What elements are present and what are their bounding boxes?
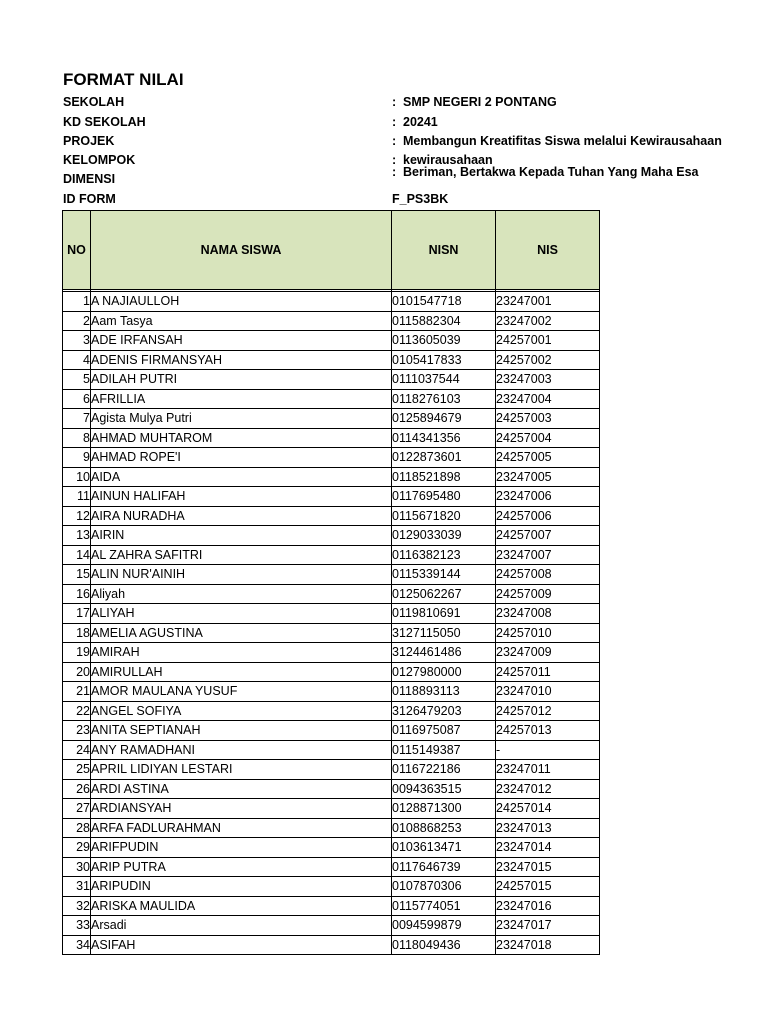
cell-no: 7	[63, 409, 91, 429]
cell-nisn: 0105417833	[392, 350, 496, 370]
cell-nis: 23247002	[496, 311, 600, 331]
cell-name: ADILAH PUTRI	[91, 370, 392, 390]
cell-nis: 23247010	[496, 682, 600, 702]
info-value: 20241	[403, 115, 438, 129]
cell-name: ARDIANSYAH	[91, 799, 392, 819]
cell-name: AMIRULLAH	[91, 662, 392, 682]
cell-no: 1	[63, 292, 91, 312]
cell-nis: 23247015	[496, 857, 600, 877]
table-row	[63, 311, 600, 331]
cell-nis: 23247007	[496, 545, 600, 565]
cell-no: 20	[63, 662, 91, 682]
cell-name: AMELIA AGUSTINA	[91, 623, 392, 643]
info-colon: :	[392, 95, 397, 109]
cell-name: ALIYAH	[91, 604, 392, 624]
cell-nis: 23247017	[496, 916, 600, 936]
table-row	[63, 623, 600, 643]
info-label: DIMENSI	[63, 172, 116, 186]
cell-no: 6	[63, 389, 91, 409]
cell-name: ARIP PUTRA	[91, 857, 392, 877]
cell-nis: 23247003	[496, 370, 600, 390]
cell-nisn: 0094599879	[392, 916, 496, 936]
info-row-sekolah	[0, 93, 768, 112]
cell-name: AIDA	[91, 467, 392, 487]
cell-nis: 23247012	[496, 779, 600, 799]
cell-no: 4	[63, 350, 91, 370]
cell-nis: 24257003	[496, 409, 600, 429]
cell-no: 24	[63, 740, 91, 760]
cell-nisn: 0122873601	[392, 448, 496, 468]
cell-nis: 24257011	[496, 662, 600, 682]
table-row	[63, 448, 600, 468]
cell-nisn: 0125062267	[392, 584, 496, 604]
cell-name: ANGEL SOFIYA	[91, 701, 392, 721]
cell-name: AIRIN	[91, 526, 392, 546]
cell-no: 5	[63, 370, 91, 390]
cell-nis: 24257001	[496, 331, 600, 351]
cell-no: 11	[63, 487, 91, 507]
cell-name: AHMAD MUHTAROM	[91, 428, 392, 448]
table-row	[63, 409, 600, 429]
cell-nis: 24257002	[496, 350, 600, 370]
cell-nis: 23247005	[496, 467, 600, 487]
table-row	[63, 779, 600, 799]
cell-no: 12	[63, 506, 91, 526]
cell-nis: 24257009	[496, 584, 600, 604]
info-value: F_PS3BK	[392, 192, 449, 206]
info-label: SEKOLAH	[63, 95, 125, 109]
cell-nisn: 0118521898	[392, 467, 496, 487]
info-value: kewirausahaan	[403, 153, 493, 167]
cell-no: 27	[63, 799, 91, 819]
info-label: KELOMPOK	[63, 153, 136, 167]
table-body	[63, 290, 600, 955]
cell-nis: 24257010	[496, 623, 600, 643]
cell-nis: 23247006	[496, 487, 600, 507]
cell-no: 16	[63, 584, 91, 604]
info-value: Beriman, Bertakwa Kepada Tuhan Yang Maha Esa	[403, 165, 699, 179]
info-colon: :	[392, 165, 397, 179]
header-nis: NIS	[496, 211, 600, 290]
cell-nisn: 0129033039	[392, 526, 496, 546]
cell-name: AMOR MAULANA YUSUF	[91, 682, 392, 702]
cell-name: ALIN NUR'AINIH	[91, 565, 392, 585]
cell-name: ANITA SEPTIANAH	[91, 721, 392, 741]
info-label: ID FORM	[63, 192, 116, 206]
cell-nis: 24257007	[496, 526, 600, 546]
cell-nisn: 0115774051	[392, 896, 496, 916]
cell-name: ARIFPUDIN	[91, 838, 392, 858]
cell-no: 25	[63, 760, 91, 780]
cell-nisn: 0116382123	[392, 545, 496, 565]
info-colon: :	[392, 134, 397, 148]
header-no: NO	[63, 211, 91, 290]
cell-name: AINUN HALIFAH	[91, 487, 392, 507]
cell-no: 30	[63, 857, 91, 877]
cell-nisn: 0115149387	[392, 740, 496, 760]
cell-nisn: 0117646739	[392, 857, 496, 877]
info-value: Membangun Kreatifitas Siswa melalui Kewirausahaan	[403, 134, 722, 148]
cell-nisn: 0116975087	[392, 721, 496, 741]
cell-name: ARIPUDIN	[91, 877, 392, 897]
cell-no: 14	[63, 545, 91, 565]
table-row	[63, 526, 600, 546]
cell-nisn: 0117695480	[392, 487, 496, 507]
info-label: PROJEK	[63, 134, 115, 148]
cell-nisn: 0108868253	[392, 818, 496, 838]
cell-name: ARISKA MAULIDA	[91, 896, 392, 916]
cell-nisn: 3124461486	[392, 643, 496, 663]
cell-no: 17	[63, 604, 91, 624]
cell-nisn: 0127980000	[392, 662, 496, 682]
cell-nisn: 0094363515	[392, 779, 496, 799]
cell-name: ARDI ASTINA	[91, 779, 392, 799]
table-row	[63, 467, 600, 487]
cell-name: Aliyah	[91, 584, 392, 604]
info-colon: :	[392, 153, 397, 167]
info-row-id-form	[0, 190, 768, 209]
cell-nis: 23247018	[496, 935, 600, 955]
cell-name: Aam Tasya	[91, 311, 392, 331]
table-row	[63, 682, 600, 702]
info-label: KD SEKOLAH	[63, 115, 146, 129]
table-row	[63, 565, 600, 585]
table-row	[63, 370, 600, 390]
cell-name: Agista Mulya Putri	[91, 409, 392, 429]
cell-name: APRIL LIDIYAN LESTARI	[91, 760, 392, 780]
cell-nisn: 0128871300	[392, 799, 496, 819]
cell-nis: 24257015	[496, 877, 600, 897]
table-row	[63, 428, 600, 448]
cell-nisn: 0103613471	[392, 838, 496, 858]
cell-no: 33	[63, 916, 91, 936]
table-row	[63, 896, 600, 916]
table-row	[63, 350, 600, 370]
student-table	[62, 210, 600, 955]
cell-name: ANY RAMADHANI	[91, 740, 392, 760]
table-row	[63, 487, 600, 507]
table-row	[63, 838, 600, 858]
cell-nis: 24257013	[496, 721, 600, 741]
table-row	[63, 643, 600, 663]
cell-name: AMIRAH	[91, 643, 392, 663]
cell-name: A NAJIAULLOH	[91, 292, 392, 312]
cell-no: 23	[63, 721, 91, 741]
table-row	[63, 604, 600, 624]
cell-name: AL ZAHRA SAFITRI	[91, 545, 392, 565]
cell-nisn: 0115882304	[392, 311, 496, 331]
table-row	[63, 760, 600, 780]
table-row	[63, 584, 600, 604]
cell-no: 2	[63, 311, 91, 331]
header-nisn: NISN	[392, 211, 496, 290]
info-row-kd-sekolah	[0, 113, 768, 132]
form-title: FORMAT NILAI	[63, 70, 184, 89]
info-colon: :	[392, 115, 397, 129]
cell-nisn: 3127115050	[392, 623, 496, 643]
cell-nisn: 0114341356	[392, 428, 496, 448]
cell-no: 26	[63, 779, 91, 799]
cell-name: ADE IRFANSAH	[91, 331, 392, 351]
cell-name: AIRA NURADHA	[91, 506, 392, 526]
cell-no: 18	[63, 623, 91, 643]
cell-name: Arsadi	[91, 916, 392, 936]
table-row	[63, 916, 600, 936]
cell-nisn: 0119810691	[392, 604, 496, 624]
cell-no: 28	[63, 818, 91, 838]
cell-no: 34	[63, 935, 91, 955]
header-name: NAMA SISWA	[91, 211, 392, 290]
cell-nis: 23247011	[496, 760, 600, 780]
cell-nisn: 0125894679	[392, 409, 496, 429]
table-row	[63, 740, 600, 760]
table-row	[63, 545, 600, 565]
info-row-dimensi	[0, 165, 768, 189]
table-row	[63, 818, 600, 838]
info-row-projek	[0, 132, 768, 151]
cell-nisn: 0113605039	[392, 331, 496, 351]
cell-no: 13	[63, 526, 91, 546]
cell-nis: 23247004	[496, 389, 600, 409]
cell-no: 8	[63, 428, 91, 448]
cell-nisn: 0115339144	[392, 565, 496, 585]
cell-nisn: 0107870306	[392, 877, 496, 897]
cell-nis: 23247016	[496, 896, 600, 916]
table-row	[63, 701, 600, 721]
cell-no: 32	[63, 896, 91, 916]
table-row	[63, 506, 600, 526]
cell-no: 10	[63, 467, 91, 487]
cell-no: 9	[63, 448, 91, 468]
cell-nisn: 0118893113	[392, 682, 496, 702]
cell-nisn: 0111037544	[392, 370, 496, 390]
table-row	[63, 877, 600, 897]
cell-name: ASIFAH	[91, 935, 392, 955]
info-value: SMP NEGERI 2 PONTANG	[403, 95, 557, 109]
cell-nis: 23247008	[496, 604, 600, 624]
cell-no: 31	[63, 877, 91, 897]
cell-nis: 23247009	[496, 643, 600, 663]
cell-name: AFRILLIA	[91, 389, 392, 409]
cell-no: 22	[63, 701, 91, 721]
cell-nisn: 0101547718	[392, 292, 496, 312]
table-header-row	[63, 211, 600, 290]
cell-nis: -	[496, 740, 600, 760]
table-row	[63, 331, 600, 351]
table-row	[63, 799, 600, 819]
cell-no: 19	[63, 643, 91, 663]
cell-name: AHMAD ROPE'I	[91, 448, 392, 468]
cell-nisn: 0115671820	[392, 506, 496, 526]
table-row	[63, 857, 600, 877]
cell-name: ADENIS FIRMANSYAH	[91, 350, 392, 370]
table-row	[63, 389, 600, 409]
cell-nisn: 3126479203	[392, 701, 496, 721]
cell-name: ARFA FADLURAHMAN	[91, 818, 392, 838]
cell-nis: 23247001	[496, 292, 600, 312]
cell-no: 21	[63, 682, 91, 702]
cell-nis: 24257006	[496, 506, 600, 526]
cell-nisn: 0116722186	[392, 760, 496, 780]
table-row	[63, 662, 600, 682]
cell-no: 15	[63, 565, 91, 585]
table-row	[63, 721, 600, 741]
cell-nis: 24257005	[496, 448, 600, 468]
cell-nis: 24257004	[496, 428, 600, 448]
cell-nisn: 0118049436	[392, 935, 496, 955]
table-row	[63, 292, 600, 312]
cell-nis: 23247013	[496, 818, 600, 838]
table-row	[63, 935, 600, 955]
cell-nis: 23247014	[496, 838, 600, 858]
cell-nis: 24257012	[496, 701, 600, 721]
cell-no: 3	[63, 331, 91, 351]
cell-nisn: 0118276103	[392, 389, 496, 409]
cell-no: 29	[63, 838, 91, 858]
cell-nis: 24257014	[496, 799, 600, 819]
cell-nis: 24257008	[496, 565, 600, 585]
